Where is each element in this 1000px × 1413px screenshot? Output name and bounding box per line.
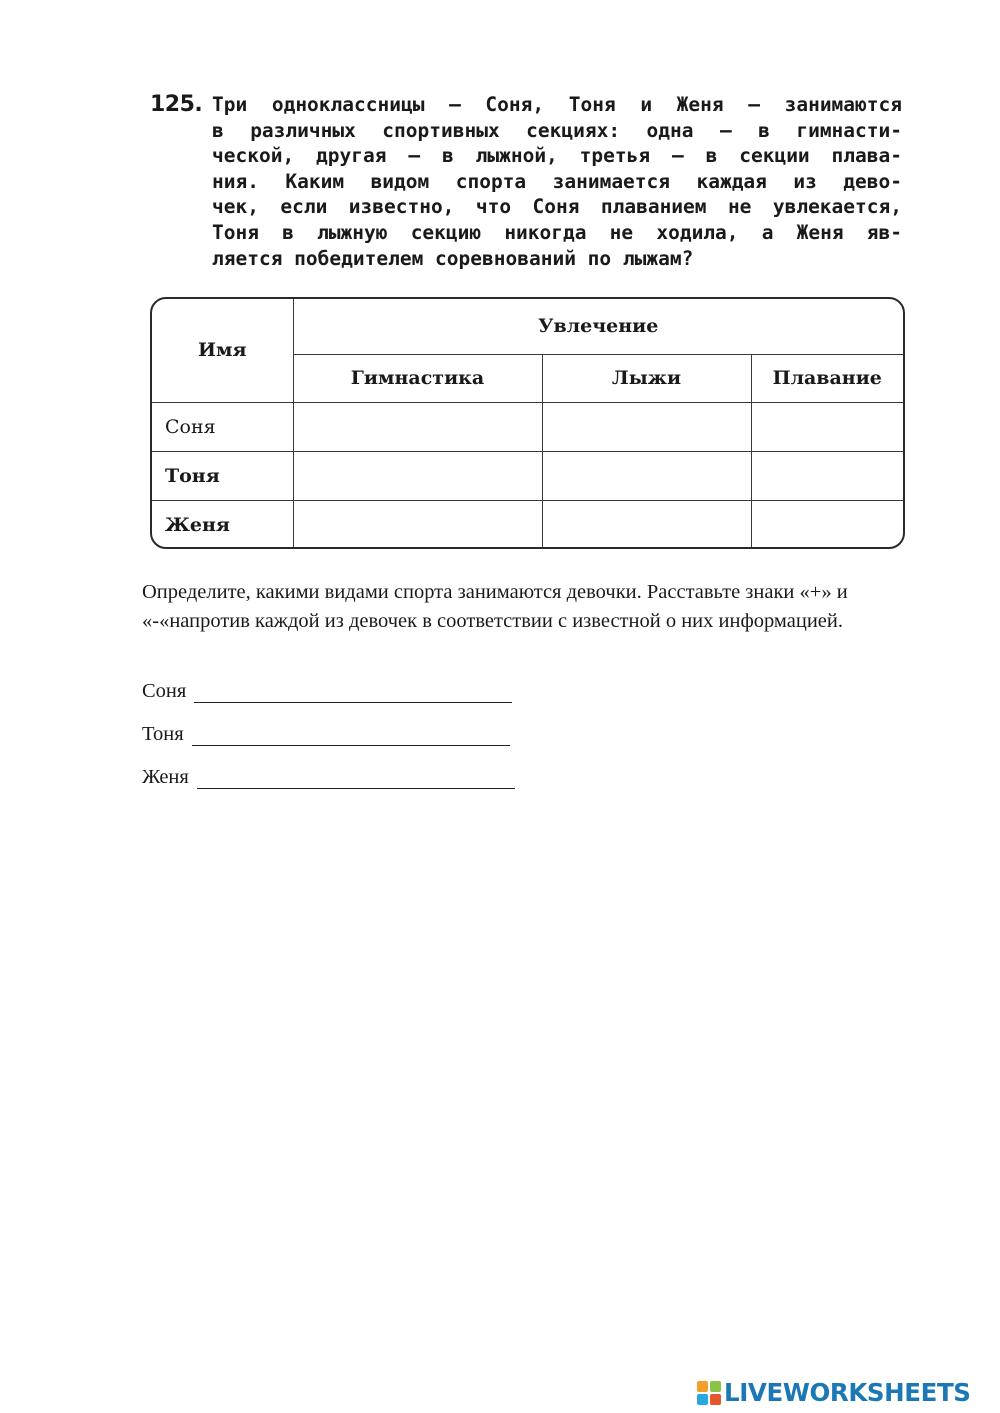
answer-lines — [142, 680, 515, 809]
answer-label: Тоня — [142, 723, 184, 745]
answer-cell[interactable] — [542, 402, 751, 451]
hobby-group-header: Увлечение — [293, 299, 903, 354]
answer-input[interactable] — [192, 723, 510, 746]
answer-input[interactable] — [194, 680, 512, 703]
answer-cell[interactable] — [751, 451, 903, 500]
column-header-swimming: Плавание — [751, 354, 903, 402]
table-row — [152, 402, 903, 451]
answer-input[interactable] — [197, 766, 515, 789]
answer-cell[interactable] — [542, 500, 751, 549]
logo-tiles-icon — [697, 1381, 721, 1405]
problem-line: ния. Каким видом спорта занимается каждая из дево- — [212, 169, 902, 193]
problem-number: 125. — [150, 92, 203, 117]
answer-cell[interactable] — [751, 500, 903, 549]
answer-cell[interactable] — [293, 451, 542, 500]
answer-cell[interactable] — [293, 402, 542, 451]
problem-line: чек, если известно, что Соня плаванием не увлекается, — [212, 195, 902, 219]
answer-label: Соня — [142, 680, 187, 702]
answer-cell[interactable] — [751, 402, 903, 451]
row-name: Тоня — [152, 451, 293, 500]
logo-tile — [710, 1381, 721, 1392]
task-instructions: Определите, какими видами спорта занимаются девочки. Расставьте знаки «+» и «-«напротив каждой из девочек в соответствии с известной о них информацией. — [142, 581, 848, 632]
answer-row — [142, 766, 515, 809]
table-row — [152, 451, 903, 500]
logo-tile — [697, 1381, 708, 1392]
brand-text: LIVEWORKSHEETS — [724, 1378, 971, 1407]
problem-line: Тоня в лыжную секцию никогда не ходила, а Женя яв- — [212, 220, 902, 244]
row-name: Женя — [152, 500, 293, 549]
logo-tile — [710, 1394, 721, 1405]
name-column-header: Имя — [152, 299, 293, 402]
answer-row — [142, 723, 515, 766]
problem-line: Три одноклассницы — Соня, Тоня и Женя — занимаются — [212, 93, 902, 116]
problem-line: ческой, другая — в лыжной, третья — в секции плава- — [212, 144, 902, 168]
answer-cell[interactable] — [542, 451, 751, 500]
column-header-gymnastics: Гимнастика — [293, 354, 542, 402]
problem-statement — [150, 92, 910, 271]
answer-row — [142, 680, 515, 723]
liveworksheets-logo — [697, 1378, 971, 1407]
problem-line-last: ляется победителем соревнований по лыжам? — [212, 246, 694, 270]
answer-label: Женя — [142, 766, 189, 788]
column-header-skiing: Лыжи — [542, 354, 751, 402]
table-row — [152, 500, 903, 549]
logo-tile — [697, 1394, 708, 1405]
logic-table — [150, 297, 905, 549]
answer-cell[interactable] — [293, 500, 542, 549]
row-name: Соня — [152, 402, 293, 451]
problem-line: в различных спортивных секциях: одна — в гимнасти- — [212, 118, 902, 142]
